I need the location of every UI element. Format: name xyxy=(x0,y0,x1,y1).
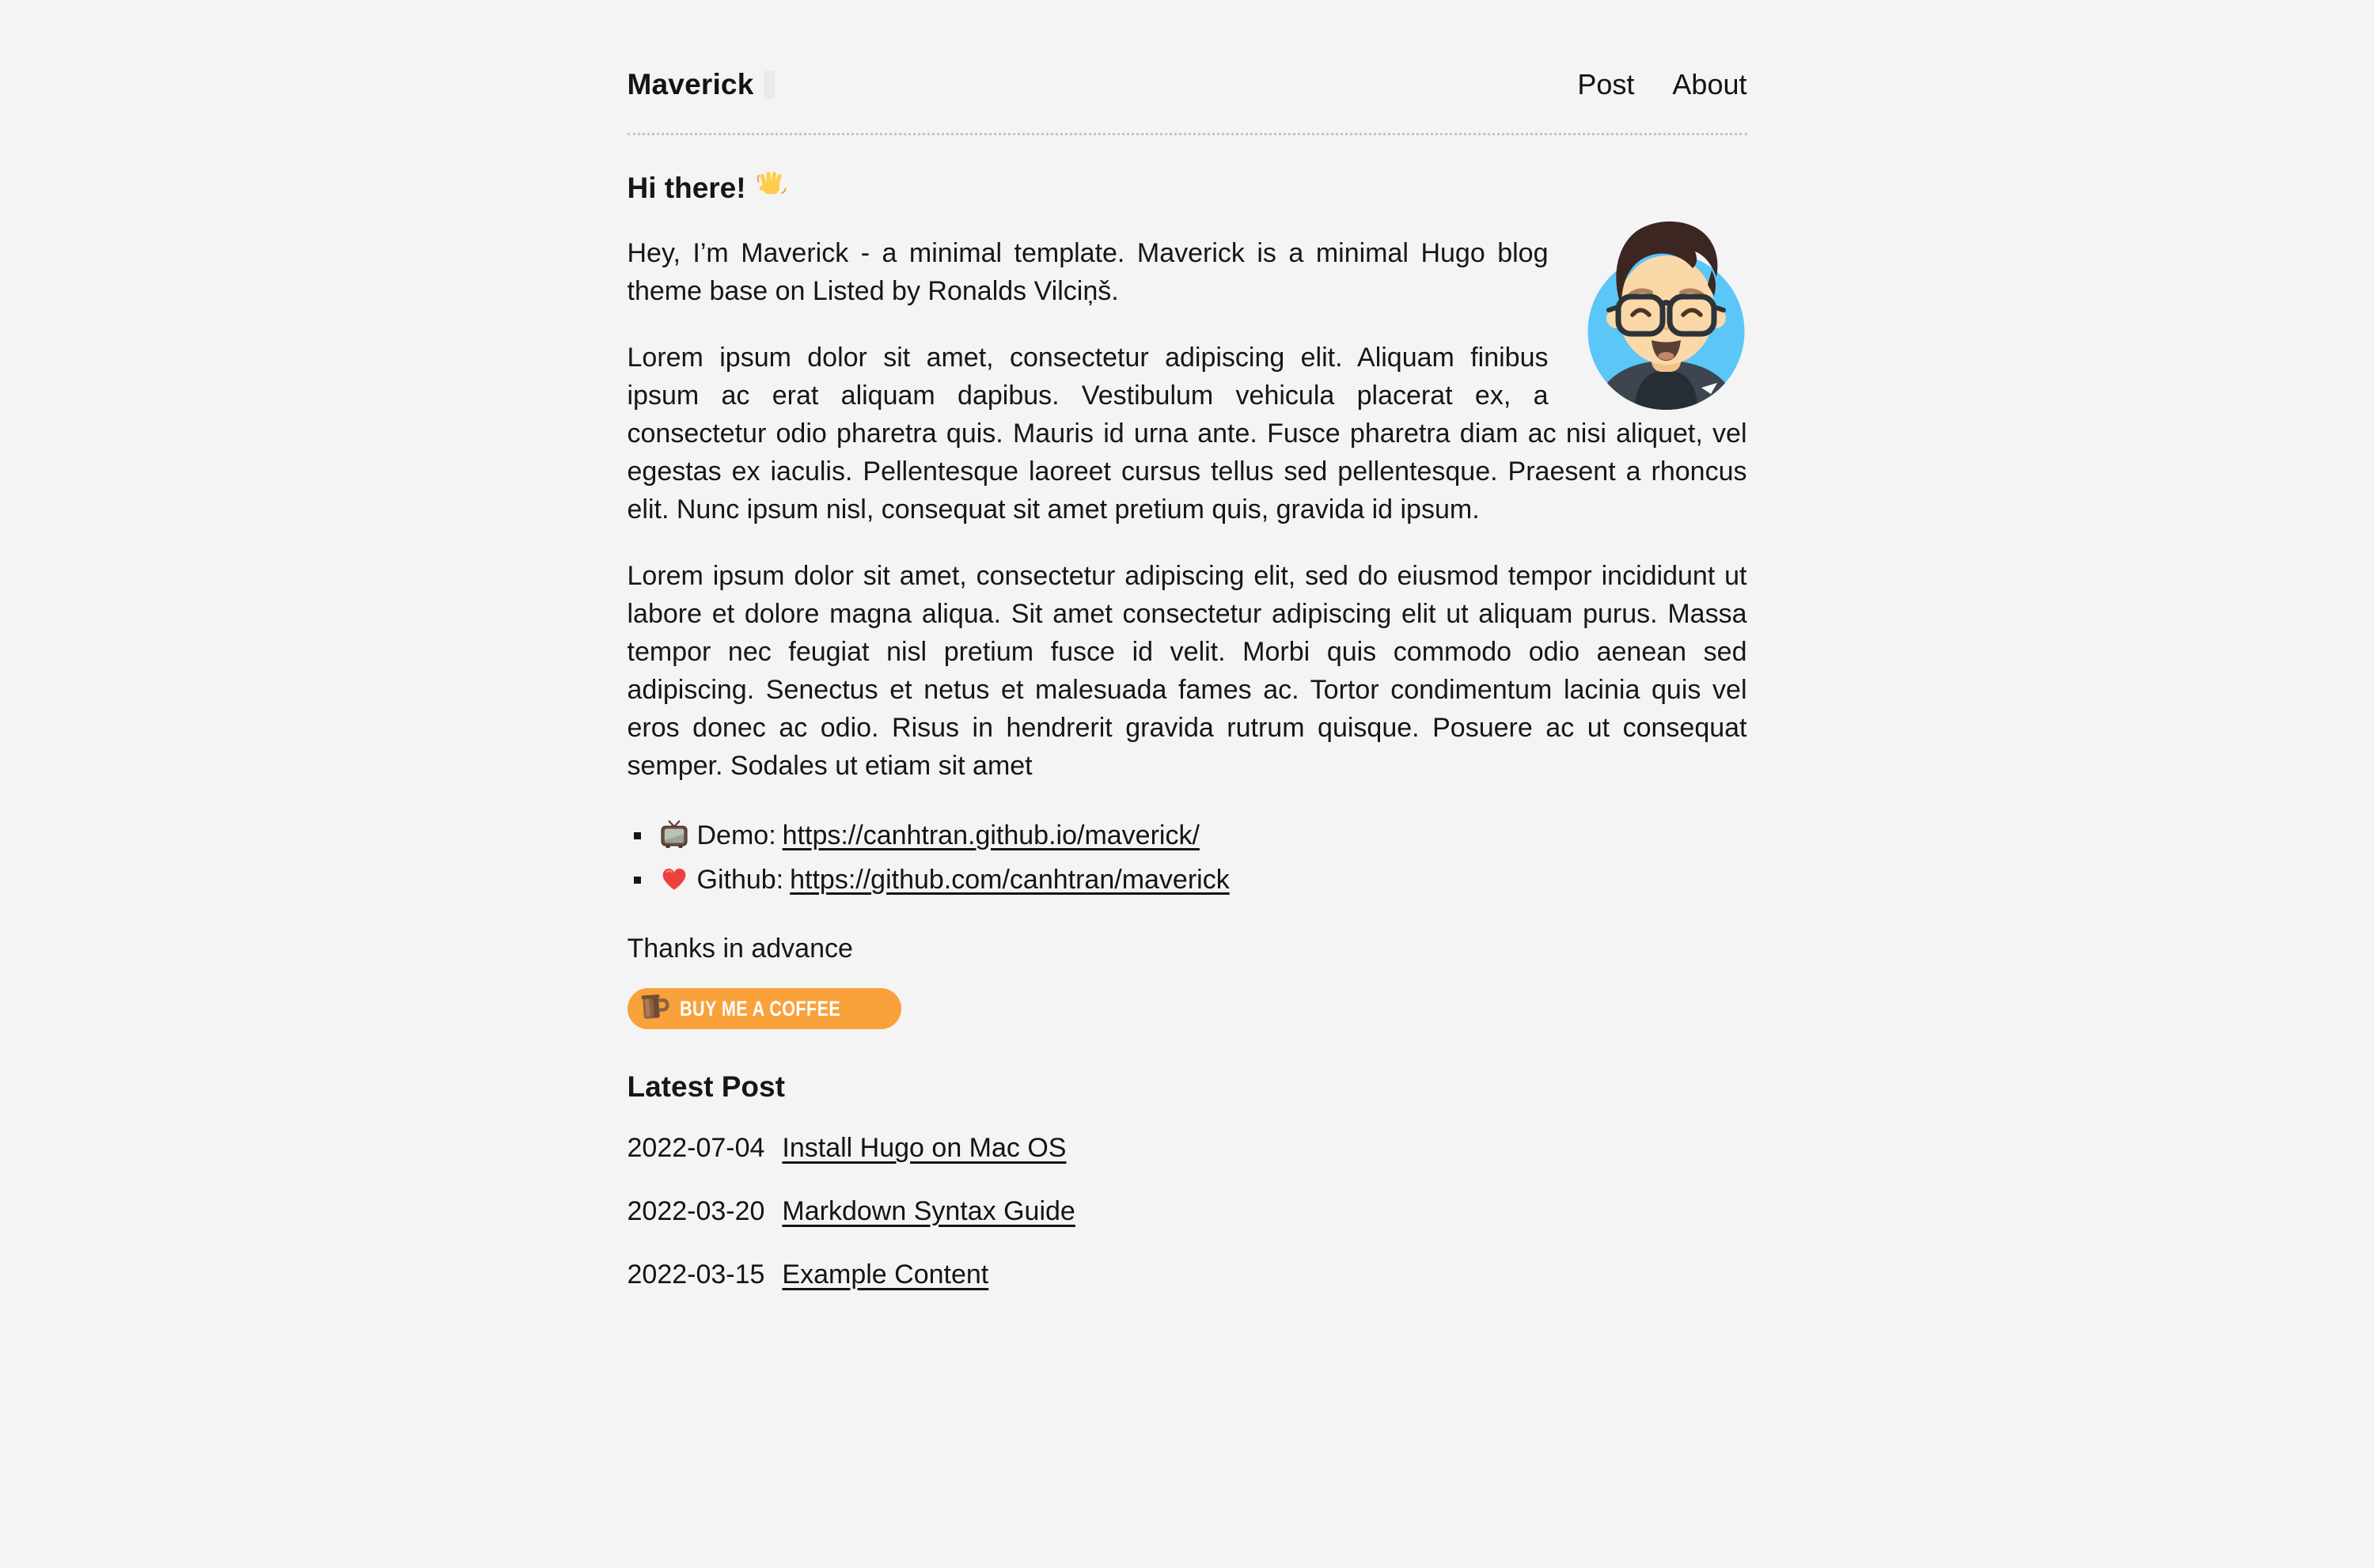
cursor-block xyxy=(764,70,775,99)
intro-heading-text: Hi there! xyxy=(627,171,746,204)
coffee-button-label: BUY ME A COFFEE xyxy=(679,996,840,1021)
post-date: 2022-03-20 xyxy=(627,1196,765,1226)
list-item-github xyxy=(628,861,1747,904)
tv-icon xyxy=(659,820,689,860)
post-link-install-hugo[interactable]: Install Hugo on Mac OS xyxy=(782,1133,1067,1163)
coffee-mug-icon xyxy=(637,990,672,1028)
buy-me-a-coffee-button[interactable] xyxy=(628,988,901,1029)
latest-post-heading: Latest Post xyxy=(627,1070,785,1103)
site-nav xyxy=(1577,68,1746,101)
post-row xyxy=(628,1129,1747,1167)
github-label: Github: xyxy=(696,865,784,895)
post-link-markdown-guide[interactable]: Markdown Syntax Guide xyxy=(782,1196,1075,1226)
nav-item-post[interactable]: Post xyxy=(1577,68,1635,100)
post-link-example-content[interactable]: Example Content xyxy=(782,1259,989,1290)
post-date: 2022-03-15 xyxy=(627,1259,765,1290)
site-title[interactable]: Maverick xyxy=(627,68,754,100)
post-row xyxy=(628,1192,1747,1230)
intro-paragraph-1: Hey, I’m Maverick - a minimal template. Maverick is a minimal Hugo blog theme base on Listed by Ronalds Vilciņš. xyxy=(627,238,1549,306)
links-list xyxy=(628,816,1747,904)
demo-label: Demo: xyxy=(696,820,776,850)
lorem-paragraph-1: Lorem ipsum dolor sit amet, consectetur adipiscing elit. Aliquam finibus ipsum ac erat aliquam dapibus. Vestibulum vehicula placerat ex, a consectetur odio pharetra quis. Mauris id urna ante. Fusce pharetra diam ac nisi aliquet, vel egestas ex iaculis. Pellentesque laoreet cursus tellus sed pellentesque. Praesent a rhoncus elit. Nunc ipsum nisl, consequat sit amet pretium quis, gravida id ipsum. xyxy=(627,343,1747,525)
heart-icon xyxy=(659,864,689,904)
main-content xyxy=(628,169,1747,1293)
lorem-paragraph-2: Lorem ipsum dolor sit amet, consectetur adipiscing elit, sed do eiusmod tempor incididunt ut labore et dolore magna aliqua. Sit amet consectetur adipiscing elit ut aliquam purus. Massa tempor nec feugiat nisl pretium fusce id velit. Morbi quis commodo odio aenean sed adipiscing. Senectus et netus et malesuada fames ac. Tortor condimentum lacinia quis vel eros donec ac odio. Risus in hendrerit gravida rutrum quisque. Posuere ac ut consequat semper. Sodales ut etiam sit amet xyxy=(627,561,1747,781)
post-date: 2022-07-04 xyxy=(627,1133,765,1163)
post-row xyxy=(628,1256,1747,1293)
nav-item-about[interactable]: About xyxy=(1672,68,1747,100)
thanks-text: Thanks in advance xyxy=(627,934,853,964)
site-title-wrap xyxy=(628,68,775,101)
demo-link[interactable]: https://canhtran.github.io/maverick/ xyxy=(782,820,1200,850)
page-container xyxy=(628,0,1747,1293)
site-header xyxy=(628,68,1747,135)
github-link[interactable]: https://github.com/canhtran/maverick xyxy=(790,865,1230,895)
avatar xyxy=(1585,222,1747,410)
list-item-demo xyxy=(628,816,1747,860)
intro-heading xyxy=(628,169,1747,207)
waving-hand-icon xyxy=(756,169,787,207)
